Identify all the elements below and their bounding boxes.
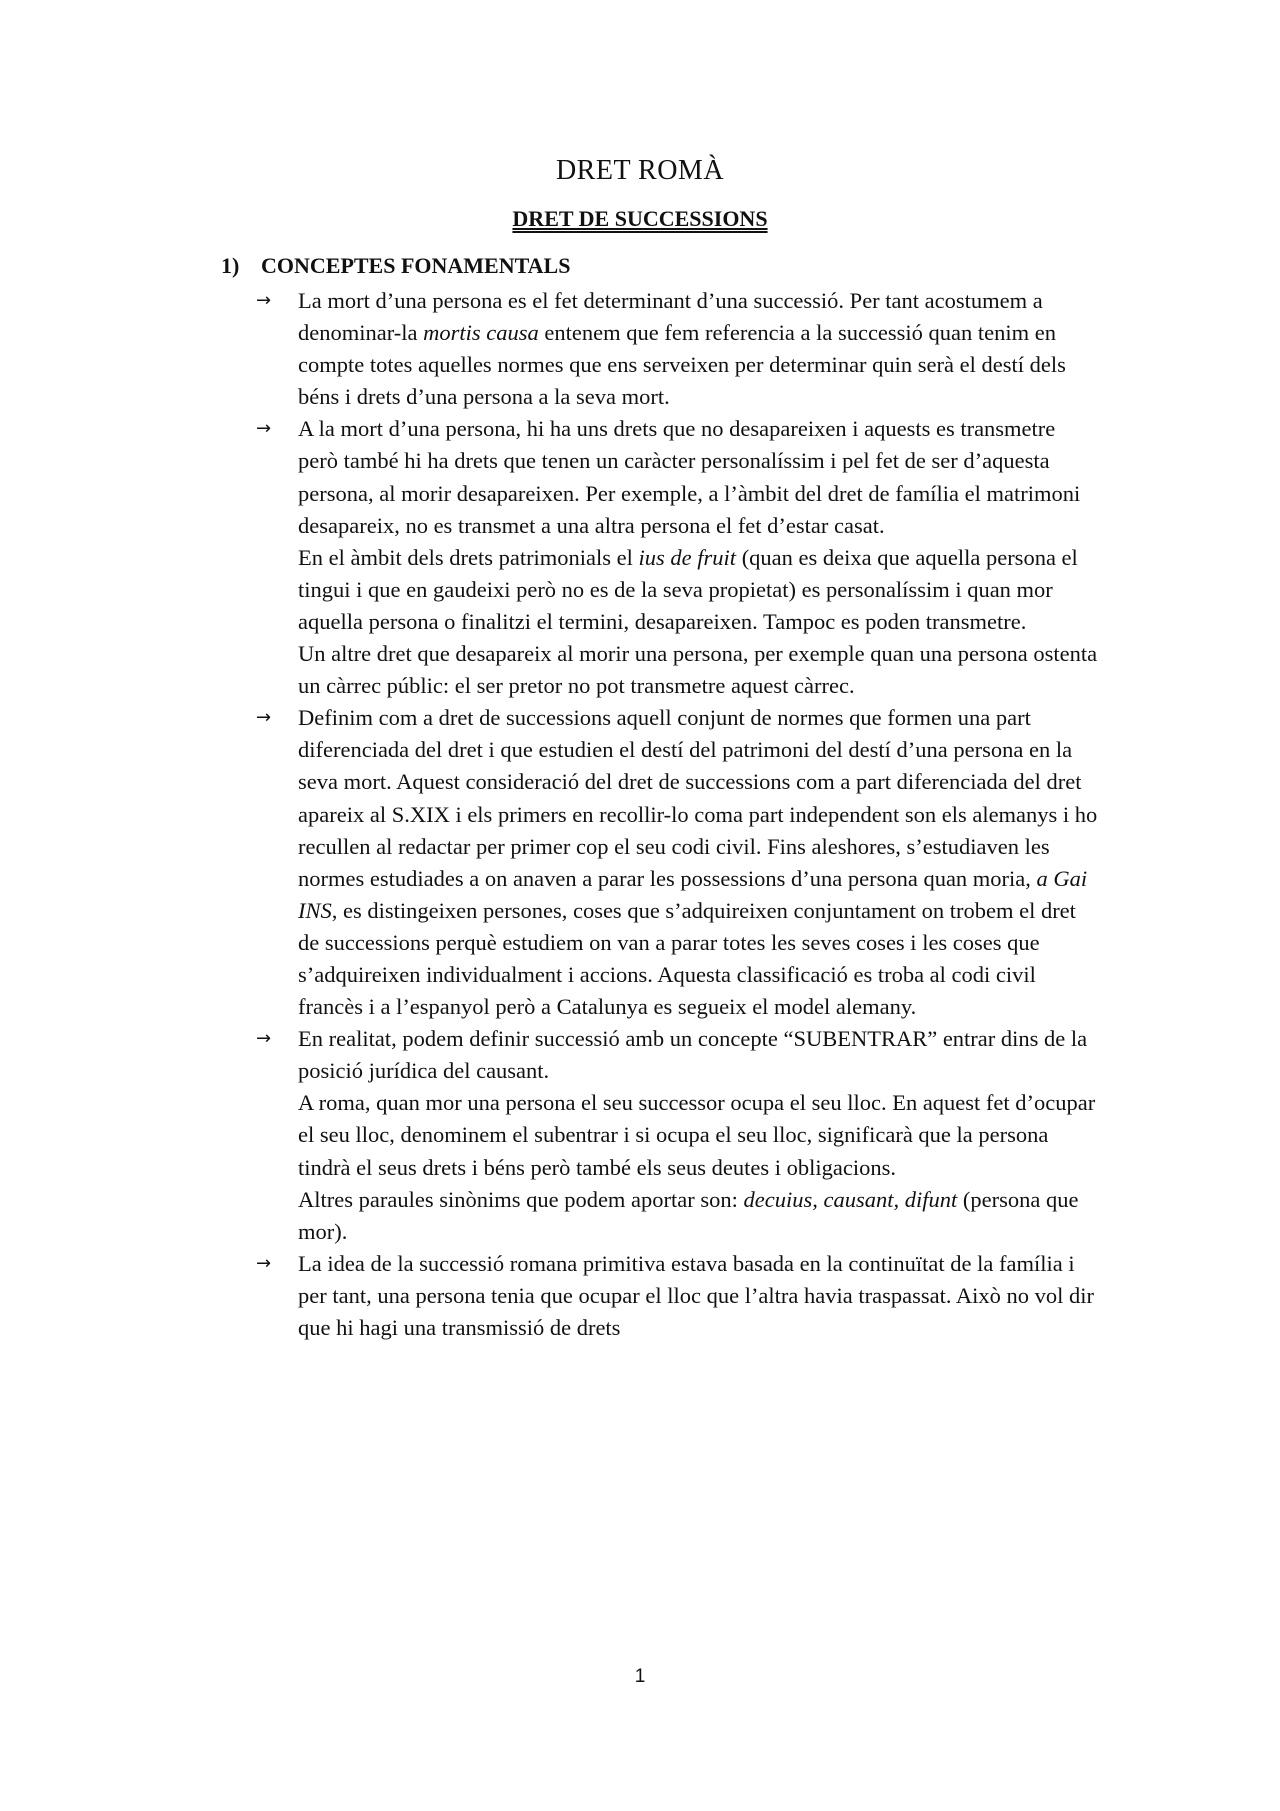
text-run: La idea de la successió romana primitiva estava basada en la continuïtat de la família i per tant, una persona tenia que ocupar el lloc que l’altra havia traspassat. Això no vol dir que hi hagi una transmissió de drets xyxy=(298,1250,1094,1340)
text-run: , es distingeixen persones, coses que s’adquireixen conjuntament on trobem el dret de successions perquè estudiem on van a parar totes les seves coses i les coses que s’adquireixen individualment i accions. Aquesta classificació es troba al codi civil francès i a l’espanyol però a Catalunya es segueix el model alemany. xyxy=(298,897,1076,1020)
arrow-bullet-icon: → xyxy=(256,418,272,440)
bullet-paragraph xyxy=(298,1023,1098,1087)
bullet-paragraph xyxy=(298,1248,1098,1344)
document-title: DRET ROMÀ xyxy=(555,155,725,186)
text-run: Altres paraules sinònims que podem aportar son: xyxy=(298,1186,744,1212)
text-run: A roma, quan mor una persona el seu successor ocupa el seu lloc. En aquest fet d’ocupar el seu lloc, denominem el subentrar i si ocupa el seu lloc, significarà que la persona tindrà el seus drets i béns però també els seus deutes i obligacions. xyxy=(298,1090,1096,1180)
arrow-bullet-icon: → xyxy=(256,1028,272,1050)
text-run: Definim com a dret de successions aquell conjunt de normes que formen una part diferenciada del dret i que estudien el destí del patrimoni del destí d’una persona en la seva mort. Aquest consideració del dret de successions com a part diferenciada del dret apareix al S.XIX i els primers en recollir-lo coma part independent son els alemanys i ho recullen al redactar per primer cop el seu codi civil. Fins aleshores, s’estudiaven les normes estudiades a on anaven a parar les possessions d’una persona quan moria, xyxy=(298,705,1098,891)
section-heading xyxy=(221,253,570,279)
text-run: La mort d’una persona es el fet determinant d’una successió. Per tant acostumem a denominar-la xyxy=(298,288,1043,346)
text-run: En el àmbit dels drets patrimonials el xyxy=(298,544,639,570)
bullet-item xyxy=(256,285,1098,413)
arrow-bullet-icon: → xyxy=(256,707,272,729)
italic-term: decuius, causant, difunt xyxy=(743,1186,958,1212)
document-subtitle xyxy=(0,206,1280,232)
text-run: (quan es deixa que aquella persona el tingui i que en gaudeixi però no es de la seva propietat) es personalíssim i quan mor aquella persona o finalitzi el termini, desapareixen. Tampoc es poden transmetre. xyxy=(298,544,1078,634)
arrow-bullet-icon: → xyxy=(256,290,272,311)
page-number: 1 xyxy=(634,1666,646,1687)
italic-term: ius de fruit xyxy=(638,544,737,570)
text-run: A la mort d’una persona, hi ha uns drets que no desapareixen i aquests es transmetre però també hi ha drets que tenen un caràcter personalíssim i pel fet de ser d’aquesta persona, al morir desapareixen. Per exemple, a l’àmbit del dret de família el matrimoni desapareix, no es transmet a una altra persona el fet d’estar casat. xyxy=(298,416,1081,538)
section-heading-text: CONCEPTES FONAMENTALS xyxy=(261,253,571,278)
italic-term: mortis causa xyxy=(423,320,539,346)
bullet-paragraph xyxy=(298,413,1098,541)
bullet-paragraph xyxy=(298,1087,1098,1183)
bullet-paragraph xyxy=(298,285,1098,413)
text-run: (persona que mor). xyxy=(298,1186,1079,1244)
bullet-item xyxy=(256,1023,1098,1248)
section-number: 1) xyxy=(221,253,240,278)
text-run: Un altre dret que desapareix al morir una persona, per exemple quan una persona ostenta un càrrec públic: el ser pretor no pot transmetre aquest càrrec. xyxy=(298,641,1098,699)
bullet-paragraph xyxy=(298,702,1098,1023)
bullet-list xyxy=(256,285,1098,1344)
bullet-item xyxy=(256,413,1098,702)
subtitle-text: DRET DE SUCCESSIONS xyxy=(512,206,768,231)
bullet-paragraph xyxy=(298,542,1098,638)
bullet-item xyxy=(256,1248,1098,1344)
text-run: entenem que fem referencia a la successió quan tenim en compte totes aquelles normes que ens serveixen per determinar quin serà el destí dels béns i drets d’una persona a la seva mort. xyxy=(298,320,1066,410)
text-run: En realitat, podem definir successió amb un concepte “SUBENTRAR” entrar dins de la posició jurídica del causant. xyxy=(298,1026,1088,1084)
bullet-paragraph xyxy=(298,638,1098,702)
bullet-paragraph xyxy=(298,1184,1098,1248)
italic-term: a Gai INS xyxy=(298,865,1088,923)
bullet-item xyxy=(256,702,1098,1023)
arrow-bullet-icon: → xyxy=(256,1252,272,1274)
